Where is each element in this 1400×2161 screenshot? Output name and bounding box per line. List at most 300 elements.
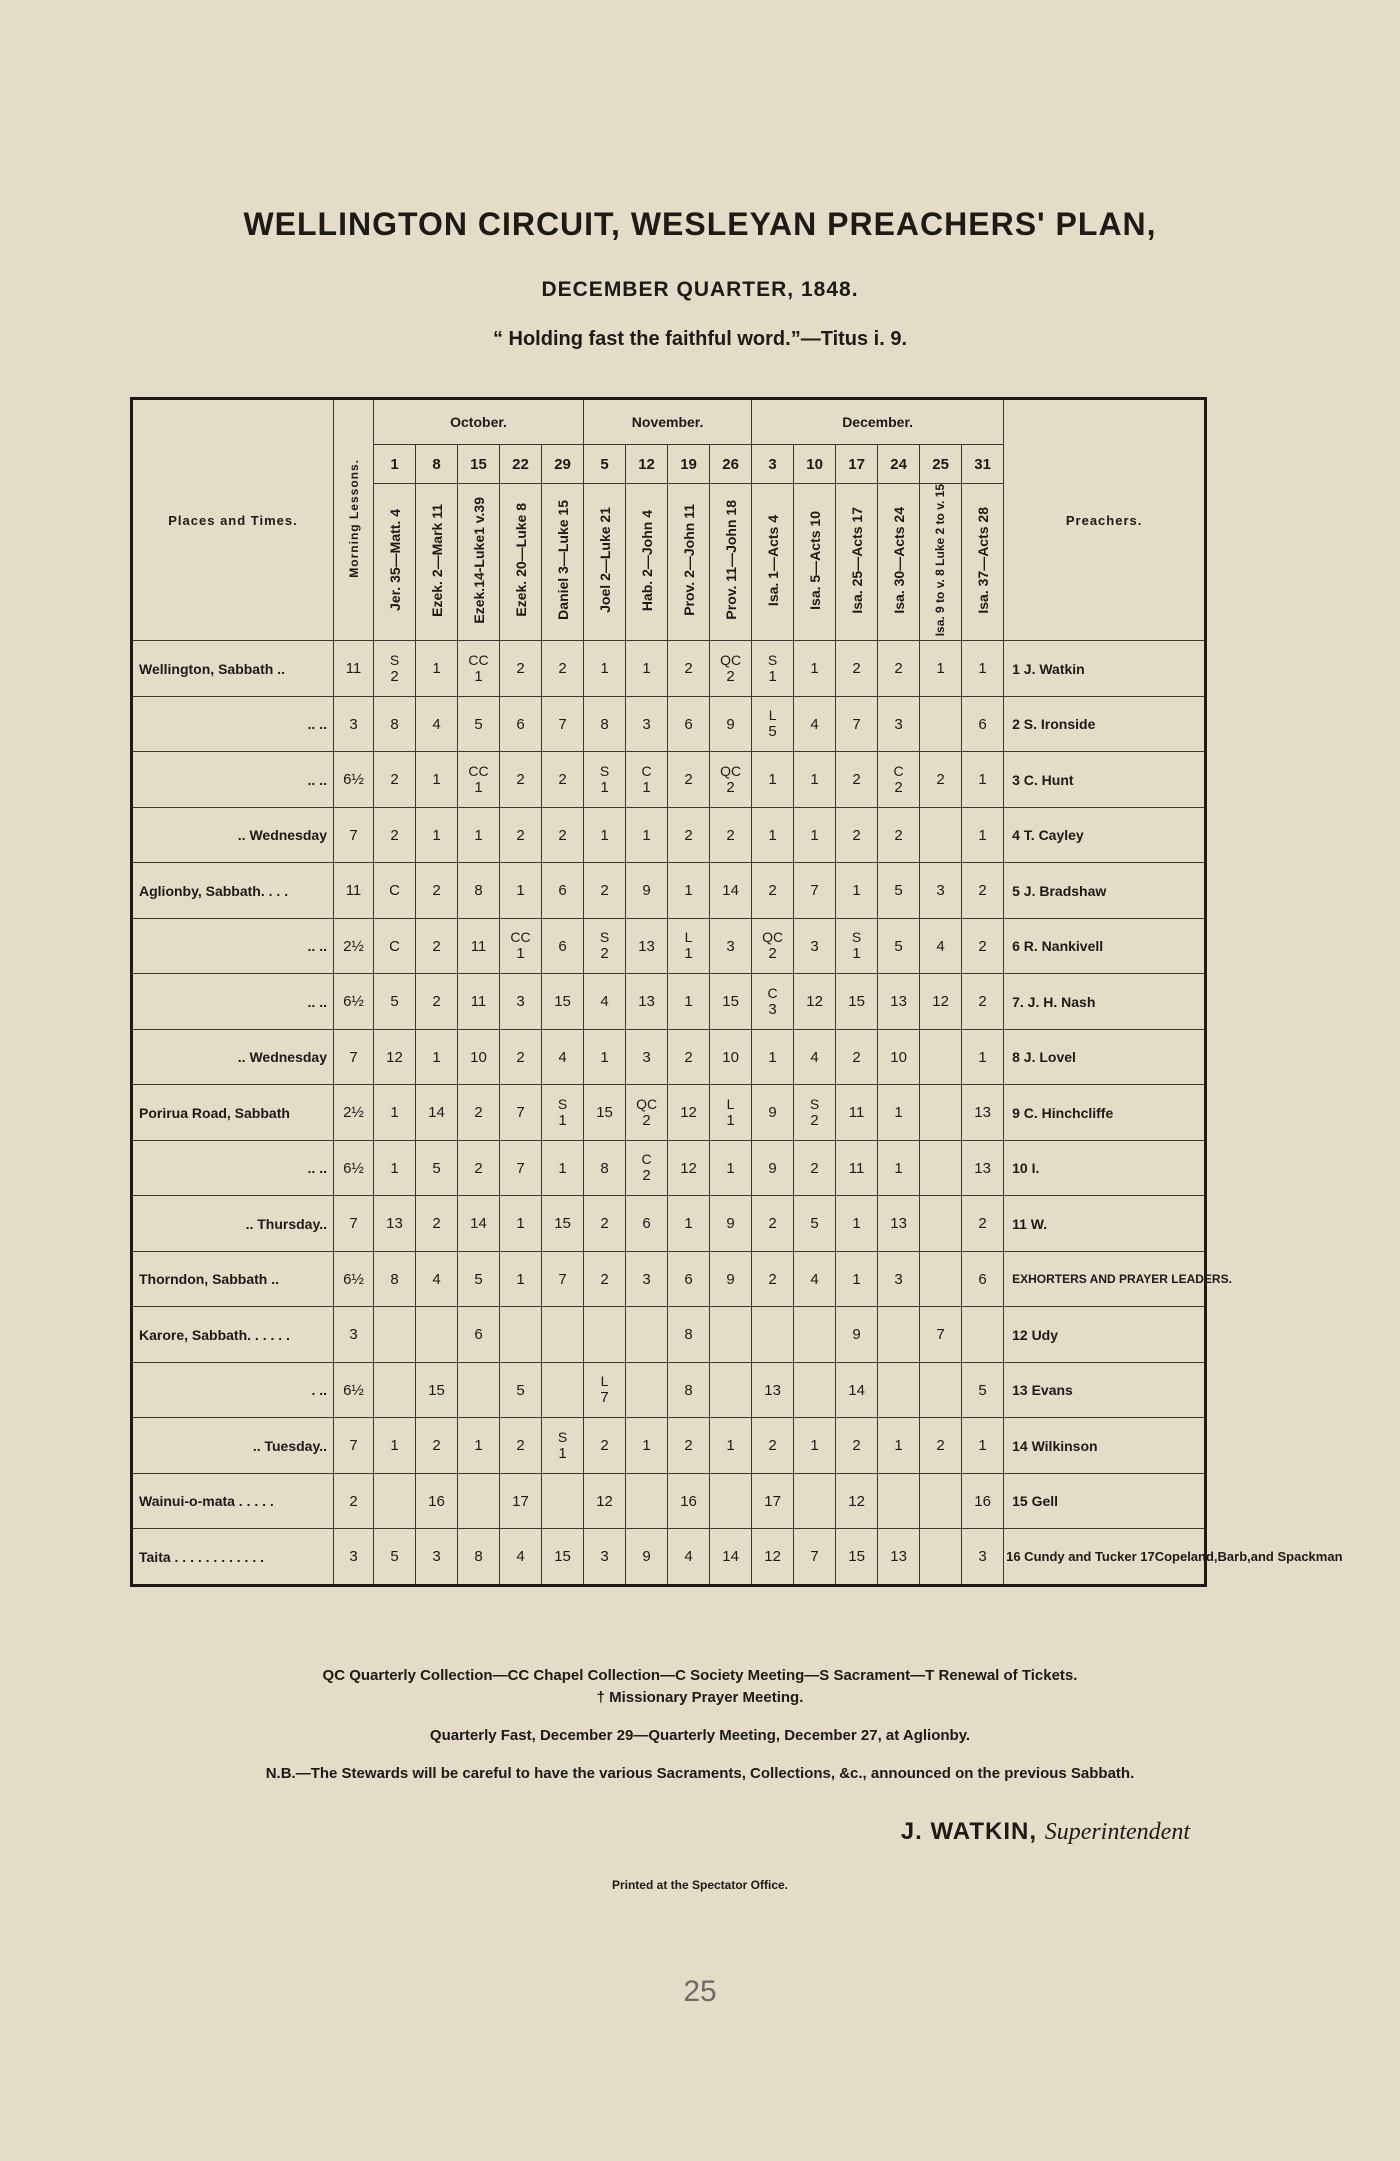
appointment-cell xyxy=(668,696,710,752)
preacher-number: 4 xyxy=(684,1548,693,1566)
appointment-cell xyxy=(584,1251,626,1307)
appointment-cell xyxy=(458,752,500,808)
appointment-cell xyxy=(374,1196,416,1252)
appointment-cell xyxy=(752,1251,794,1307)
preacher-number: 14 xyxy=(470,1215,487,1233)
appointment-cell xyxy=(542,1307,584,1363)
appointment-cell xyxy=(836,696,878,752)
preacher-number: 2 xyxy=(852,1048,861,1066)
preacher-number: 1 xyxy=(978,826,987,844)
appointment-cell xyxy=(710,1362,752,1418)
preacher-number: 2 xyxy=(432,993,441,1011)
appointment-cell xyxy=(374,918,416,974)
appointment-cell xyxy=(626,974,668,1030)
place-cell: Wellington, Sabbath .. xyxy=(132,641,334,697)
preacher-number: 1 xyxy=(474,826,483,844)
appointment-cell xyxy=(500,1029,542,1085)
preacher-number: 2 xyxy=(726,826,735,844)
service-mark: S xyxy=(809,1095,820,1112)
appointment-cell xyxy=(836,1140,878,1196)
preacher-number: 2 xyxy=(516,826,525,844)
appointment-cell xyxy=(836,1029,878,1085)
time-cell: 7 xyxy=(334,1418,374,1474)
preacher-number: 4 xyxy=(558,1048,567,1066)
preacher-number: 2 xyxy=(390,771,399,789)
preacher-number: 15 xyxy=(722,993,739,1011)
appointment-cell xyxy=(668,1029,710,1085)
preacher-number: 2 xyxy=(600,1437,609,1455)
preacher-entry: 6 R. Nankivell xyxy=(1004,918,1206,974)
lesson-cell xyxy=(836,484,878,641)
preacher-number: 2 xyxy=(936,771,945,789)
service-mark: CC xyxy=(468,762,489,779)
preacher-number: 1 xyxy=(852,1270,861,1288)
lesson-text: Hab. 2—John 4 xyxy=(638,509,655,611)
preacher-number: 2 xyxy=(768,945,777,963)
time-cell: 3 xyxy=(334,1529,374,1586)
preacher-number: 13 xyxy=(974,1159,991,1177)
appointment-cell xyxy=(458,918,500,974)
preacher-number: 13 xyxy=(764,1381,781,1399)
preacher-number: 5 xyxy=(474,1270,483,1288)
appointment-cell xyxy=(878,1085,920,1141)
preacher-number: 3 xyxy=(726,937,735,955)
place-cell: .. .. xyxy=(132,974,334,1030)
service-mark: S xyxy=(851,929,862,946)
appointment-cell xyxy=(710,1251,752,1307)
service-mark: L xyxy=(600,1373,609,1390)
preacher-number: 12 xyxy=(806,993,823,1011)
preacher-number: C xyxy=(389,882,400,900)
preacher-number: 2 xyxy=(852,771,861,789)
appointment-cell xyxy=(794,1529,836,1586)
appointment-cell xyxy=(962,1418,1004,1474)
date-cell: 5 xyxy=(584,445,626,484)
appointment-cell xyxy=(836,641,878,697)
preacher-number: 5 xyxy=(516,1381,525,1399)
appointment-cell xyxy=(710,1418,752,1474)
appointment-cell xyxy=(752,1529,794,1586)
appointment-cell xyxy=(626,1473,668,1529)
preacher-number: 1 xyxy=(600,1048,609,1066)
preacher-number: 7 xyxy=(852,715,861,733)
preacher-number: 5 xyxy=(474,715,483,733)
appointment-cell xyxy=(374,1140,416,1196)
lesson-cell xyxy=(500,484,542,641)
appointment-cell xyxy=(500,807,542,863)
service-mark: QC xyxy=(636,1095,658,1112)
appointment-cell xyxy=(584,863,626,919)
preacher-entry: 9 C. Hinchcliffe xyxy=(1004,1085,1206,1141)
time-cell: 6½ xyxy=(334,1362,374,1418)
preacher-number: 2 xyxy=(516,1048,525,1066)
preacher-number: 2 xyxy=(432,882,441,900)
preacher-number: 5 xyxy=(768,723,777,741)
preacher-number: 2 xyxy=(852,1437,861,1455)
appointment-cell xyxy=(920,1529,962,1586)
preacher-number: 2 xyxy=(474,1104,483,1122)
appointment-cell xyxy=(542,641,584,697)
preacher-number: 2 xyxy=(390,667,399,685)
preacher-number: 9 xyxy=(642,1548,651,1566)
preacher-number: 3 xyxy=(600,1548,609,1566)
preacher-number: 2 xyxy=(894,660,903,678)
date-cell: 15 xyxy=(458,445,500,484)
places-header: Places and Times. xyxy=(132,399,334,641)
preacher-number: 1 xyxy=(852,945,861,963)
preacher-number: 3 xyxy=(894,715,903,733)
appointment-cell xyxy=(374,1085,416,1141)
appointment-cell xyxy=(668,863,710,919)
preacher-number: 8 xyxy=(600,715,609,733)
appointment-cell xyxy=(752,807,794,863)
appointment-cell xyxy=(416,752,458,808)
preacher-number: C xyxy=(389,937,400,955)
lesson-text: Isa. 37—Acts 28 xyxy=(974,506,991,614)
appointment-cell xyxy=(962,641,1004,697)
preacher-number: 2 xyxy=(726,778,735,796)
lesson-cell xyxy=(752,484,794,641)
preacher-number: 2 xyxy=(684,1048,693,1066)
appointment-cell xyxy=(458,1362,500,1418)
appointment-cell xyxy=(542,1196,584,1252)
preacher-number: 3 xyxy=(516,993,525,1011)
preacher-number: 13 xyxy=(386,1215,403,1233)
preacher-number: 12 xyxy=(764,1548,781,1566)
appointment-cell xyxy=(500,863,542,919)
appointment-cell xyxy=(836,1307,878,1363)
table-row xyxy=(132,807,1206,863)
appointment-cell xyxy=(794,1140,836,1196)
preacher-number: 2 xyxy=(684,826,693,844)
appointment-cell xyxy=(668,1529,710,1586)
preacher-number: 1 xyxy=(558,1444,567,1462)
place-cell: .. .. xyxy=(132,752,334,808)
preacher-number: 5 xyxy=(390,1548,399,1566)
service-mark: S xyxy=(599,929,610,946)
appointment-cell xyxy=(374,807,416,863)
preacher-entry: 1 J. Watkin xyxy=(1004,641,1206,697)
appointment-cell xyxy=(500,1418,542,1474)
appointment-cell xyxy=(752,1085,794,1141)
preacher-number: 1 xyxy=(390,1104,399,1122)
preacher-number: 4 xyxy=(810,1270,819,1288)
preacher-number: 2 xyxy=(516,660,525,678)
preacher-number: 1 xyxy=(684,882,693,900)
preacher-number: 1 xyxy=(810,771,819,789)
preacher-number: 1 xyxy=(600,778,609,796)
service-mark: L xyxy=(768,707,777,724)
preacher-number: 3 xyxy=(894,1270,903,1288)
appointment-cell xyxy=(374,1362,416,1418)
quarterly-fast-note: Quarterly Fast, December 29—Quarterly Meeting, December 27, at Aglionby. xyxy=(429,1727,971,1744)
appointment-cell xyxy=(794,1473,836,1529)
appointment-cell xyxy=(836,1473,878,1529)
appointment-cell xyxy=(710,1529,752,1586)
appointment-cell xyxy=(500,1362,542,1418)
preacher-number: 2 xyxy=(852,660,861,678)
appointment-cell xyxy=(500,752,542,808)
table-row xyxy=(132,974,1206,1030)
lesson-cell xyxy=(920,484,962,641)
preacher-number: 7 xyxy=(600,1389,609,1407)
preacher-entry: 5 J. Bradshaw xyxy=(1004,863,1206,919)
preacher-number: 1 xyxy=(978,1437,987,1455)
preacher-number: 8 xyxy=(474,882,483,900)
appointment-cell xyxy=(920,1418,962,1474)
preacher-number: 7 xyxy=(516,1159,525,1177)
preacher-number: 1 xyxy=(516,1270,525,1288)
appointment-cell xyxy=(500,1473,542,1529)
appointment-cell xyxy=(878,1251,920,1307)
preacher-number: 5 xyxy=(894,937,903,955)
lesson-text: Isa. 1—Acts 4 xyxy=(764,514,781,606)
preacher-number: 14 xyxy=(428,1104,445,1122)
preacher-number: 5 xyxy=(894,882,903,900)
appointment-cell xyxy=(752,1418,794,1474)
appointment-cell xyxy=(458,1529,500,1586)
preacher-number: 7 xyxy=(936,1326,945,1344)
preacher-number: 3 xyxy=(642,715,651,733)
preacher-number: 3 xyxy=(768,1000,777,1018)
place-cell: Thorndon, Sabbath .. xyxy=(132,1251,334,1307)
preacher-number: 2 xyxy=(516,771,525,789)
appointment-cell xyxy=(374,641,416,697)
appointment-cell xyxy=(920,1473,962,1529)
preacher-number: 14 xyxy=(848,1381,865,1399)
preacher-number: 11 xyxy=(470,937,487,955)
appointment-cell xyxy=(920,863,962,919)
table-row xyxy=(132,1140,1206,1196)
signature xyxy=(901,1818,1190,1846)
preacher-number: 15 xyxy=(596,1104,613,1122)
appointment-cell xyxy=(626,1140,668,1196)
appointment-cell xyxy=(836,1362,878,1418)
appointment-cell xyxy=(878,918,920,974)
preacher-number: 6 xyxy=(978,1270,987,1288)
appointment-cell xyxy=(752,1362,794,1418)
appointment-cell xyxy=(962,1029,1004,1085)
lesson-text: Ezek. 2—Mark 11 xyxy=(428,503,445,617)
date-cell: 22 xyxy=(500,445,542,484)
appointment-cell xyxy=(878,1307,920,1363)
preacher-number: 12 xyxy=(932,993,949,1011)
preacher-entry: 4 T. Cayley xyxy=(1004,807,1206,863)
appointment-cell xyxy=(920,1362,962,1418)
appointment-cell xyxy=(794,1307,836,1363)
date-cell: 1 xyxy=(374,445,416,484)
preacher-number: 2 xyxy=(936,1437,945,1455)
time-cell: 11 xyxy=(334,641,374,697)
appointment-cell xyxy=(542,974,584,1030)
preacher-number: 7 xyxy=(810,1548,819,1566)
preacher-number: 1 xyxy=(810,1437,819,1455)
appointment-cell xyxy=(878,1196,920,1252)
service-mark: C xyxy=(767,984,778,1001)
preacher-entry: 12 Udy xyxy=(1004,1307,1206,1363)
appointment-cell xyxy=(374,1251,416,1307)
preacher-number: 2 xyxy=(432,1215,441,1233)
preacher-entry: 15 Gell xyxy=(1004,1473,1206,1529)
preacher-number: 1 xyxy=(726,1437,735,1455)
preacher-number: 2 xyxy=(600,882,609,900)
exhorters-header: EXHORTERS AND PRAYER LEADERS. xyxy=(1004,1251,1206,1307)
service-mark: S xyxy=(599,762,610,779)
appointment-cell xyxy=(458,1418,500,1474)
preacher-number: 3 xyxy=(642,1048,651,1066)
place-cell: .. .. xyxy=(132,918,334,974)
month-november: November. xyxy=(584,399,752,445)
preacher-number: 1 xyxy=(432,1048,441,1066)
appointment-cell xyxy=(542,918,584,974)
appointment-cell xyxy=(710,863,752,919)
preacher-number: 14 xyxy=(722,882,739,900)
preacher-number: 13 xyxy=(890,1548,907,1566)
preacher-number: 3 xyxy=(642,1270,651,1288)
appointment-cell xyxy=(878,1529,920,1586)
appointment-cell xyxy=(836,863,878,919)
appointment-cell xyxy=(920,918,962,974)
appointment-cell xyxy=(542,1418,584,1474)
table-row xyxy=(132,696,1206,752)
lesson-cell xyxy=(710,484,752,641)
plan-body xyxy=(132,641,1343,1586)
preacher-number: 1 xyxy=(768,771,777,789)
preacher-number: 1 xyxy=(516,882,525,900)
preacher-number: 10 xyxy=(722,1048,739,1066)
appointment-cell xyxy=(710,1307,752,1363)
preacher-number: 1 xyxy=(894,1437,903,1455)
appointment-cell xyxy=(500,1251,542,1307)
place-cell: .. Wednesday xyxy=(132,807,334,863)
appointment-cell xyxy=(458,1196,500,1252)
preacher-number: 3 xyxy=(978,1548,987,1566)
appointment-cell xyxy=(794,696,836,752)
preacher-number: 7 xyxy=(558,1270,567,1288)
appointment-cell xyxy=(710,807,752,863)
appointment-cell xyxy=(794,1085,836,1141)
preacher-number: 15 xyxy=(848,993,865,1011)
preacher-number: 11 xyxy=(470,993,487,1011)
appointment-cell xyxy=(416,807,458,863)
appointment-cell xyxy=(542,1085,584,1141)
preacher-entry: 7. J. H. Nash xyxy=(1004,974,1206,1030)
table-row xyxy=(132,1418,1206,1474)
place-cell: .. Tuesday.. xyxy=(132,1418,334,1474)
preacher-number: 2 xyxy=(894,778,903,796)
preacher-entry: 11 W. xyxy=(1004,1196,1206,1252)
preacher-number: 12 xyxy=(680,1104,697,1122)
preacher-number: 9 xyxy=(726,1270,735,1288)
preacher-number: 12 xyxy=(386,1048,403,1066)
preacher-number: 8 xyxy=(684,1326,693,1344)
preacher-number: 7 xyxy=(810,882,819,900)
table-row xyxy=(132,1196,1206,1252)
preacher-number: 2 xyxy=(768,1215,777,1233)
appointment-cell xyxy=(626,1529,668,1586)
lesson-cell xyxy=(416,484,458,641)
preacher-number: 2 xyxy=(894,826,903,844)
appointment-cell xyxy=(668,1418,710,1474)
preacher-number: 2 xyxy=(684,1437,693,1455)
appointment-cell xyxy=(542,752,584,808)
date-cell: 19 xyxy=(668,445,710,484)
preacher-number: 16 xyxy=(680,1492,697,1510)
appointment-cell xyxy=(374,1529,416,1586)
appointment-cell xyxy=(416,974,458,1030)
appointment-cell xyxy=(752,752,794,808)
lesson-text: Isa. 30—Acts 24 xyxy=(890,506,907,614)
time-cell: 2 xyxy=(334,1473,374,1529)
appointment-cell xyxy=(752,863,794,919)
date-cell: 29 xyxy=(542,445,584,484)
preacher-number: 9 xyxy=(642,882,651,900)
appointment-cell xyxy=(920,696,962,752)
lesson-text: Ezek.14-Luke1 v.39 xyxy=(470,496,487,624)
appointment-cell xyxy=(710,696,752,752)
legend-missionary: † Missionary Prayer Meeting. xyxy=(596,1689,804,1706)
appointment-cell xyxy=(752,1307,794,1363)
place-cell: Wainui-o-mata . . . . . xyxy=(132,1473,334,1529)
morning-lessons-header: Morning Lessons. xyxy=(334,399,374,641)
preacher-entry: 14 Wilkinson xyxy=(1004,1418,1206,1474)
preacher-number: 1 xyxy=(474,778,483,796)
appointment-cell xyxy=(878,974,920,1030)
preacher-number: 2 xyxy=(978,882,987,900)
appointment-cell xyxy=(626,863,668,919)
preacher-number: 2 xyxy=(978,993,987,1011)
appointment-cell xyxy=(626,1418,668,1474)
service-mark: S xyxy=(557,1428,568,1445)
service-mark: C xyxy=(641,1151,652,1168)
date-cell: 25 xyxy=(920,445,962,484)
appointment-cell xyxy=(542,696,584,752)
preacher-number: 2 xyxy=(600,1215,609,1233)
appointment-cell xyxy=(416,1085,458,1141)
appointment-cell xyxy=(668,1085,710,1141)
time-cell: 6½ xyxy=(334,1140,374,1196)
appointment-cell xyxy=(374,752,416,808)
appointment-cell xyxy=(584,974,626,1030)
preacher-number: 1 xyxy=(768,1048,777,1066)
appointment-cell xyxy=(458,1140,500,1196)
appointment-cell xyxy=(710,918,752,974)
service-mark: CC xyxy=(510,929,531,946)
appointment-cell xyxy=(836,807,878,863)
preacher-number: 10 xyxy=(890,1048,907,1066)
date-cell: 8 xyxy=(416,445,458,484)
preacher-entry: 13 Evans xyxy=(1004,1362,1206,1418)
appointment-cell xyxy=(878,1418,920,1474)
appointment-cell xyxy=(920,641,962,697)
preacher-number: 2 xyxy=(810,1111,819,1129)
service-mark: C xyxy=(641,762,652,779)
preacher-number: 1 xyxy=(936,660,945,678)
appointment-cell xyxy=(752,1029,794,1085)
place-cell: .. .. xyxy=(132,696,334,752)
appointment-cell xyxy=(500,1085,542,1141)
preacher-number: 13 xyxy=(974,1104,991,1122)
month-december: December. xyxy=(752,399,1004,445)
appointment-cell xyxy=(710,1085,752,1141)
appointment-cell xyxy=(458,1085,500,1141)
preacher-number: 9 xyxy=(852,1326,861,1344)
appointment-cell xyxy=(584,1029,626,1085)
appointment-cell xyxy=(584,1418,626,1474)
preacher-number: 1 xyxy=(558,1159,567,1177)
preacher-number: 6 xyxy=(642,1215,651,1233)
preacher-number: 1 xyxy=(600,826,609,844)
